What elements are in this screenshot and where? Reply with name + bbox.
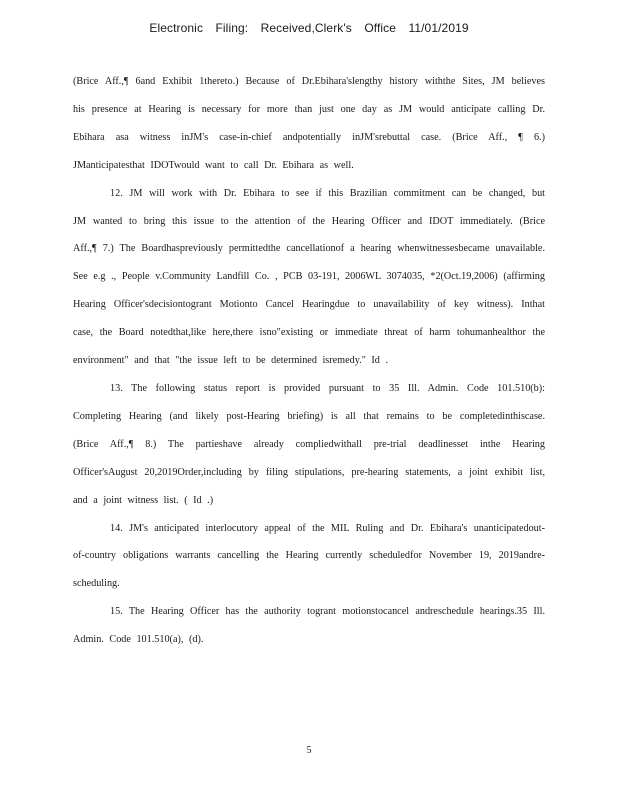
page-number: 5 bbox=[306, 745, 312, 756]
paragraph-15: 15. The Hearing Officer has the authority togrant motionstocancel andreschedule hearings.35 Ill. Admin. Code 101.510(a), (d). bbox=[73, 606, 545, 646]
paragraph-13: 13. The following status report is provided pursuant to 35 Ill. Admin. Code 101.510(b): Completing Hearing (and likely post-Hearing briefing) is all that remains to be completedinthiscase. (Brice Aff.,¶ 8.) The partieshave already compliedwithall pre-trial deadlinesset inthe Hearing Officer'sAugust 20,2019Order,including by filing stipulations, pre-hearing statements, a joint exhibit list, and a joint witness list. ( Id .) bbox=[73, 382, 545, 506]
paragraph-12: 12. JM will work with Dr. Ebihara to see if this Brazilian commitment can be changed, but JM wanted to bring this issue to the attention of the Hearing Officer and IDOT immediately. (Brice Aff.,¶ 7.) The Boardhaspreviously permittedthe cancellationof a hearing whenwitnessesbecame unavailable. See e.g ., People v.Community Landfill Co. , PCB 03-191, 2006WL 3074035, *2(Oct.19,2006) (affirming Hearing Officer'sdecisiontogrant Motionto Cancel Hearingdue to unavailability of key witness). Inthat case, the Board notedthat,like here,there isno"existing or immediate threat of harm tohumanhealthor the environment" and that "the issue left to be determined isremedy." Id . bbox=[73, 187, 545, 367]
paragraph-continued: (Brice Aff.,¶ 6and Exhibit 1thereto.) Because of Dr.Ebihara'slengthy history withthe Sites, JM believes his presence at Hearing is necessary for more than just one day as JM would anticipate calling Dr. Ebihara asa witness inJM's case-in-chief andpotentially inJM'srebuttal case. (Brice Aff., ¶ 6.) JManticipatesthat IDOTwould want to call Dr. Ebihara as well. bbox=[73, 76, 545, 171]
document-body bbox=[73, 68, 545, 654]
filing-header: Electronic Filing: Received,Clerk's Office 11/01/2019 bbox=[149, 21, 469, 35]
paragraph-14: 14. JM's anticipated interlocutory appeal of the MIL Ruling and Dr. Ebihara's unanticipatedout-of-country obligations warrants cancelling the Hearing currently scheduledfor November 19, 2019andre-scheduling. bbox=[73, 522, 545, 590]
